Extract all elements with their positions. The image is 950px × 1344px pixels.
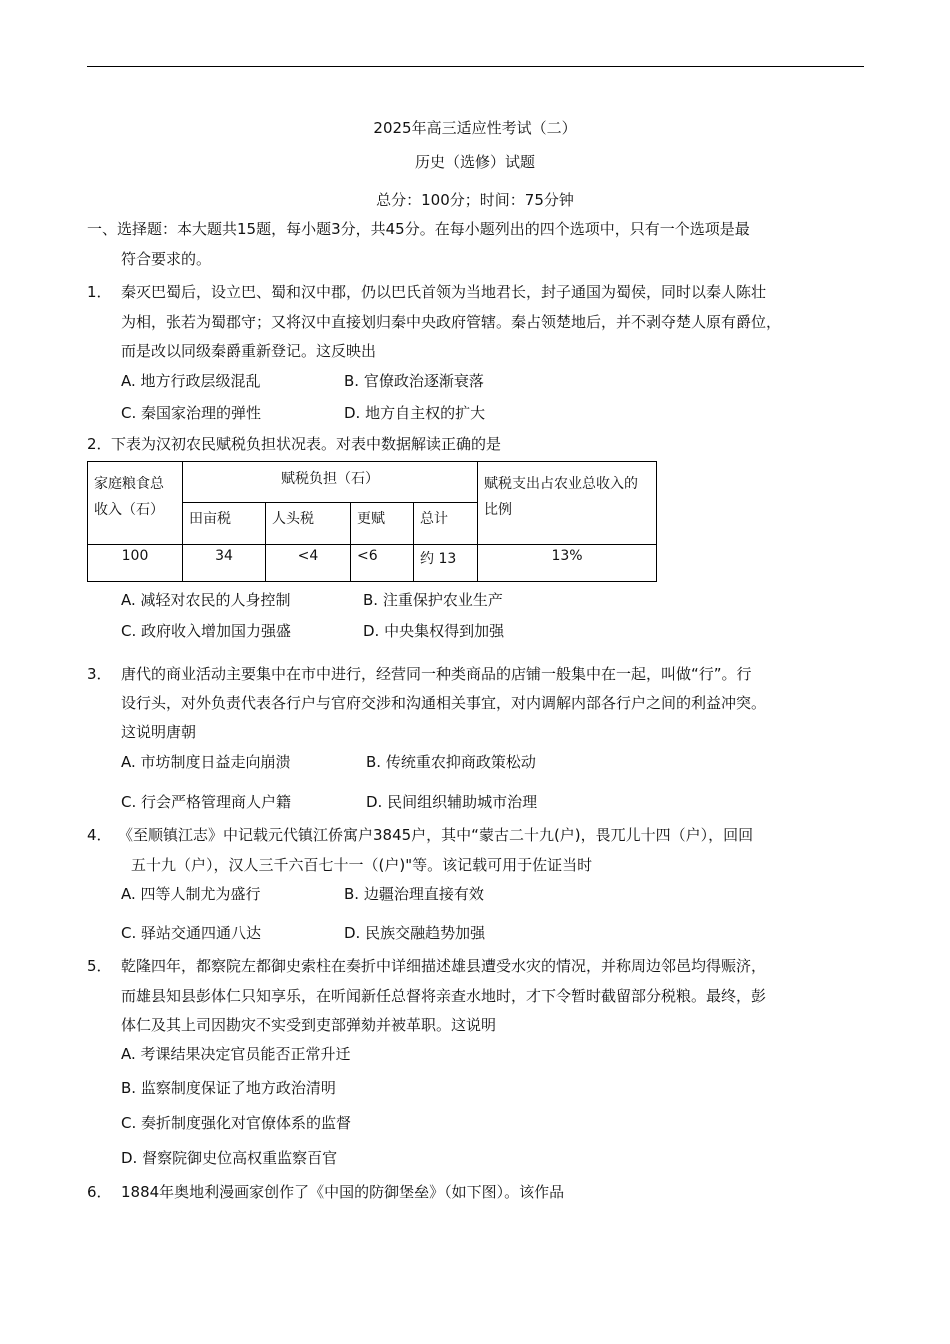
question-3-text: 设行头，对外负责代表各行户与官府交涉和沟通相关事宜，对内调解内部各行户之间的利益冲突。: [121, 694, 767, 712]
subheader-poll-tax: 人头税: [266, 503, 351, 545]
table-cell: 约 13: [414, 545, 478, 582]
question-3-text: 唐代的商业活动主要集中在市中进行，经营同一种类商品的店铺一般集中在一起，叫做“行”。行: [121, 665, 752, 683]
question-3-text: 这说明唐朝: [121, 723, 197, 741]
option-a: A. 减轻对农民的人身控制: [121, 591, 291, 609]
question-1-text: 为相，张若为蜀郡守；又将汉中直接划归秦中央政府管辖。秦占领楚地后，并不剥夺楚人原有爵位，: [121, 313, 782, 331]
option-d: D. 民间组织辅助城市治理: [366, 793, 538, 811]
option-c: C. 奏折制度强化对官僚体系的监督: [121, 1114, 352, 1132]
option-c: C. 政府收入增加国力强盛: [121, 622, 292, 640]
question-2-text: 下表为汉初农民赋税负担状况表。对表中数据解读正确的是: [111, 435, 502, 453]
option-a: A. 市坊制度日益走向崩溃: [121, 753, 291, 771]
question-4-text: 《至顺镇江志》中记载元代镇江侨寓户3845户，其中“蒙古二十九(户)，畏兀儿十四（户），回回: [118, 826, 754, 844]
option-d: D. 民族交融趋势加强: [344, 924, 486, 942]
option-a: A. 地方行政层级混乱: [121, 372, 261, 390]
question-number: 5．: [87, 957, 112, 975]
option-a: A. 四等人制尤为盛行: [121, 885, 261, 903]
header-ratio: 赋税支出占农业总收入的比例: [478, 462, 657, 545]
question-4-text: 五十九（户），汉人三千六百七十一（(户)"等。该记载可用于佐证当时: [131, 856, 593, 874]
exam-meta: 总分：100分；时间：75分钟: [376, 191, 574, 209]
header-income: 家庭粮食总收入（石）: [88, 462, 183, 545]
option-b: B. 注重保护农业生产: [363, 591, 503, 609]
question-number: 4．: [87, 826, 112, 844]
option-c: C. 驿站交通四通八达: [121, 924, 262, 942]
question-number: 3．: [87, 665, 112, 683]
option-d: D. 督察院御史位高权重监察百官: [121, 1149, 338, 1167]
table-cell: 100: [88, 545, 183, 582]
question-5-text: 体仁及其上司因勘灾不实受到吏部弹劾并被革职。这说明: [121, 1016, 497, 1034]
table-cell: <6: [351, 545, 414, 582]
question-1-text: 秦灭巴蜀后，设立巴、蜀和汉中郡，仍以巴氏首领为当地君长，封子通国为蜀侯，同时以秦人陈壮: [121, 283, 767, 301]
question-5-text: 乾隆四年，都察院左都御史索柱在奏折中详细描述雄县遭受水灾的情况，并称周边邻邑均得赈济，: [121, 957, 767, 975]
option-c: C. 秦国家治理的弹性: [121, 404, 262, 422]
option-a: A. 考课结果决定官员能否正常升迁: [121, 1045, 351, 1063]
subheader-labor-tax: 更赋: [351, 503, 414, 545]
option-b: B. 官僚政治逐渐衰落: [344, 372, 484, 390]
option-d: D. 中央集权得到加强: [363, 622, 505, 640]
section-heading: 一、选择题：本大题共15题，每小题3分，共45分。在每小题列出的四个选项中，只有一个选项是最: [87, 220, 750, 238]
question-6-text: 1884年奥地利漫画家创作了《中国的防御堡垒》（如下图）。该作品: [121, 1183, 565, 1201]
table-cell: <4: [266, 545, 351, 582]
table-cell: 13%: [478, 545, 657, 582]
option-b: B. 边疆治理直接有效: [344, 885, 484, 903]
header-rule: [87, 66, 864, 67]
option-b: B. 传统重农抑商政策松动: [366, 753, 536, 771]
subheader-total: 总计: [414, 503, 478, 545]
tax-table: [87, 461, 657, 582]
question-number: 2．: [87, 435, 112, 453]
question-number: 1．: [87, 283, 112, 301]
subheader-land-tax: 田亩税: [183, 503, 266, 545]
section-heading-cont: 符合要求的。: [121, 250, 212, 268]
question-1-text: 而是改以同级秦爵重新登记。这反映出: [121, 342, 377, 360]
header-tax: 赋税负担（石）: [183, 462, 478, 503]
question-5-text: 而雄县知县彭体仁只知享乐，在听闻新任总督将亲查水地时，才下令暂时截留部分税粮。最终，彭: [121, 987, 767, 1005]
exam-title: 2025年高三适应性考试（二）: [373, 119, 577, 137]
option-d: D. 地方自主权的扩大: [344, 404, 486, 422]
question-number: 6．: [87, 1183, 112, 1201]
table-cell: 34: [183, 545, 266, 582]
exam-subtitle: 历史（选修）试题: [414, 153, 535, 171]
option-b: B. 监察制度保证了地方政治清明: [121, 1079, 336, 1097]
option-c: C. 行会严格管理商人户籍: [121, 793, 292, 811]
